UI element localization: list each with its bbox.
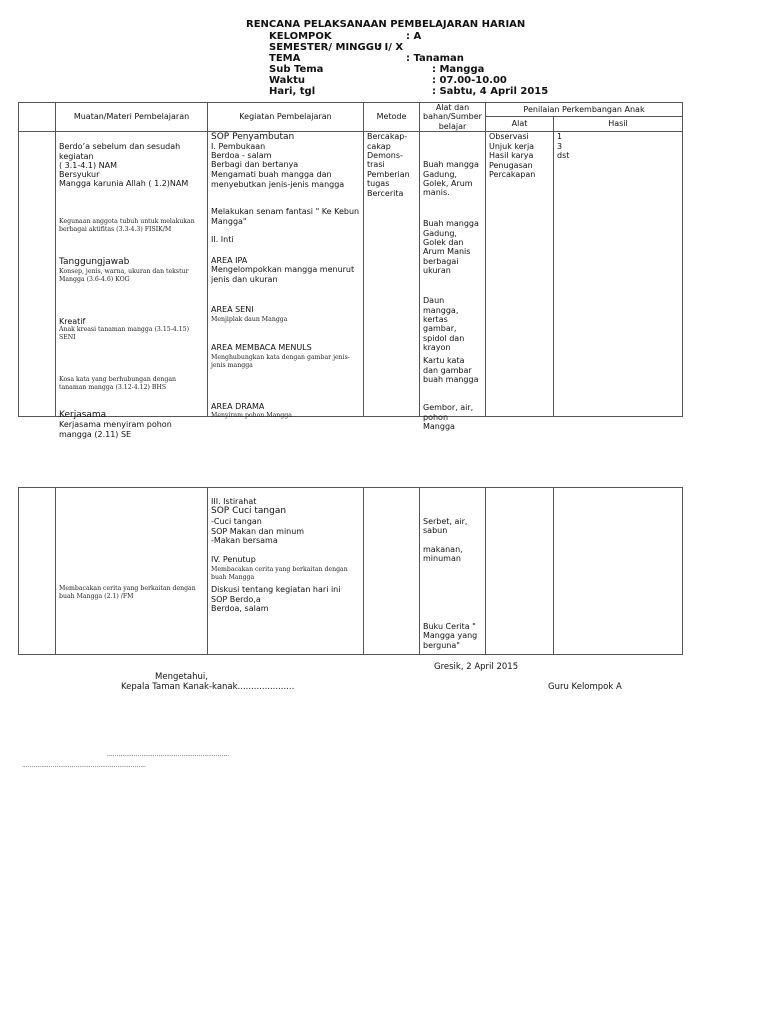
muatan-item: Mangga karunia Allah ( 1.2)NAM [59, 179, 189, 189]
kegiatan-item: AREA DRAMA [211, 402, 265, 412]
kegiatan-item: AREA MEMBACA MENULS [211, 343, 312, 353]
penilaian-alat-item: Unjuk kerja [489, 142, 535, 152]
header-alat: Alat [486, 117, 554, 132]
alat-bahan-cell-continued [420, 488, 486, 655]
metode-cell-continued [364, 488, 420, 655]
kegiatan-item: IV. Penutup [211, 555, 256, 564]
muatan-item: Kegunaan anggota tubuh untuk melakukan berbagai aktifitas (3.3-4.3) FISIK/M [59, 218, 195, 234]
kegiatan-item: Mengelompokkan mangga menurut jenis dan ukuran [211, 265, 355, 284]
penilaian-hasil-cell-continued [554, 488, 683, 655]
kegiatan-item: Berdoa - salam [211, 151, 272, 161]
muatan-cell [56, 132, 208, 439]
muatan-item: Kosa kata yang berhubungan dengan tanaman mangga (3.12-4.12) BHS [59, 376, 177, 392]
kegiatan-cell-continued [208, 488, 364, 655]
muatan-item: Kerjasama [59, 410, 107, 421]
kegiatan-cell [208, 132, 364, 420]
penilaian-hasil-item: dst [557, 151, 570, 161]
kegiatan-item: -Cuci tangan [211, 517, 262, 526]
metode-text: Bercakap-cakap Demons-trasi Pemberian tugas Bercerita [367, 132, 410, 198]
penilaian-hasil-cell [554, 132, 683, 417]
header-kegiatan: Kegiatan Pembelajaran [208, 103, 364, 132]
penilaian-alat-item: Hasil karya [489, 151, 534, 161]
kegiatan-item: Berbagi dan bertanya [211, 160, 299, 170]
alat-bahan-item: Buku Cerita " Mangga yang berguna" [423, 622, 478, 650]
kegiatan-item: Diskusi tentang kegiatan hari ini [211, 585, 341, 594]
blank-cell [19, 132, 56, 417]
alat-bahan-item: Serbet, air, sabun [423, 517, 468, 536]
penilaian-alat-item: Observasi [489, 132, 529, 142]
kegiatan-item: Mengamati buah mangga dan menyebutkan jenis-jenis mangga [211, 170, 345, 189]
header-metode: Metode [364, 103, 420, 132]
mengetahui-label: Mengetahui, [155, 672, 208, 682]
muatan-item: Membacakan cerita yang berkaitan dengan buah Mangga (2.1) /FM [59, 585, 196, 600]
muatan-item: ( 3.1-4.1) NAM [59, 161, 118, 171]
kepala-label: Kepala Taman Kanak-kanak..................... [121, 682, 295, 692]
kegiatan-item: III. Istirahat [211, 497, 257, 506]
alat-bahan-item: Buah mangga Gadung, Golek dan Arum Manis berbagai ukuran [423, 219, 479, 276]
header-penilaian: Penilaian Perkembangan Anak [486, 103, 683, 117]
muatan-item: Berdo’a sebelum dan sesudah kegiatan [59, 142, 181, 161]
kegiatan-item: SOP Makan dan minum [211, 527, 305, 536]
header-hasil: Hasil [554, 117, 683, 132]
header-alat-bahan: Alat dan bahan/Sumber belajar [420, 103, 486, 132]
muatan-cell-continued [56, 488, 208, 655]
header-label: Sub Tema [269, 64, 324, 75]
kegiatan-item: Membacakan cerita yang berkaitan dengan buah Mangga [211, 566, 348, 581]
penilaian-alat-cell-continued [486, 488, 554, 655]
header-label: SEMESTER/ MINGGU [269, 42, 383, 53]
penilaian-alat-cell [486, 132, 554, 417]
penilaian-hasil-item: 1 [557, 132, 563, 142]
header-value: : Sabtu, 4 April 2015 [432, 86, 549, 97]
plan-table [18, 102, 683, 439]
kegiatan-item: SOP Cuci tangan [211, 506, 287, 516]
kegiatan-item: SOP Penyambutan [211, 132, 295, 143]
kegiatan-item: SOP Berdo,a [211, 595, 261, 604]
place-date: Gresik, 2 April 2015 [434, 662, 519, 672]
guru-label: Guru Kelompok A [548, 682, 622, 692]
header-muatan: Muatan/Materi Pembelajaran [56, 103, 208, 132]
alat-bahan-item: Daun mangga, kertas gambar, spidol dan krayon [423, 296, 465, 353]
kegiatan-item: AREA SENI [211, 305, 254, 315]
header-value: : Tanaman [406, 53, 464, 64]
signature-line-kepala: ................................................................ [107, 751, 230, 758]
header-label: Hari, tgl [269, 86, 316, 97]
kegiatan-item: Menjiplak daun Mangga [211, 316, 288, 324]
header-value: : A [406, 31, 422, 42]
muatan-item: Anak kreasi tanaman mangga (3.15-4.15) SENI [59, 326, 189, 342]
alat-bahan-cell [420, 132, 486, 432]
alat-bahan-item: Kartu kata dan gambar buah mangga [423, 356, 479, 385]
blank-cell [19, 488, 56, 655]
muatan-item: Kerjasama menyiram pohon mangga (2.11) SE [59, 420, 172, 439]
alat-bahan-item: makanan, minuman [423, 545, 463, 564]
header-value: : I/ X [377, 42, 404, 53]
header-value: : Mangga [432, 64, 485, 75]
header-value: : 07.00-10.00 [432, 75, 507, 86]
kegiatan-item: Berdoa, salam [211, 604, 269, 613]
kegiatan-item: -Makan bersama [211, 536, 278, 545]
muatan-item: Konsep, jenis, warna, ukuran dan tekstur Mangga (3.6-4.6) KOG [59, 268, 189, 284]
muatan-item: Kreatif [59, 317, 86, 327]
kegiatan-item: Menghubungkan kata dengan gambar jenis-jenis mangga [211, 354, 350, 370]
kegiatan-item: AREA IPA [211, 256, 248, 266]
kegiatan-item: Melakukan senam fantasi " Ke Kebun Mangga" [211, 207, 360, 226]
signature-line-guru: ................................................................. [22, 762, 146, 769]
document-title: RENCANA PELAKSANAAN PEMBELAJARAN HARIAN [246, 19, 526, 30]
muatan-item: Tanggungjawab [59, 257, 130, 268]
kegiatan-item: I. Pembukaan [211, 142, 266, 152]
kegiatan-item: Menyiram pohon Mangga [211, 412, 292, 420]
kegiatan-item: II. Inti [211, 235, 234, 245]
header-label: Waktu [269, 75, 305, 86]
alat-bahan-item: Gembor, air, pohon Mangga [423, 403, 474, 432]
header-blank-cell [19, 103, 56, 132]
muatan-item: Bersyukur [59, 170, 100, 180]
header-label: KELOMPOK [269, 31, 332, 42]
alat-bahan-item: Buah mangga Gadung, Golek, Arum manis. [423, 160, 479, 198]
header-label: TEMA [269, 53, 301, 64]
metode-cell [364, 132, 420, 417]
plan-table-continued [18, 487, 683, 655]
penilaian-alat-item: Penugasan [489, 161, 533, 171]
penilaian-hasil-item: 3 [557, 142, 563, 152]
penilaian-alat-item: Percakapan [489, 170, 536, 180]
